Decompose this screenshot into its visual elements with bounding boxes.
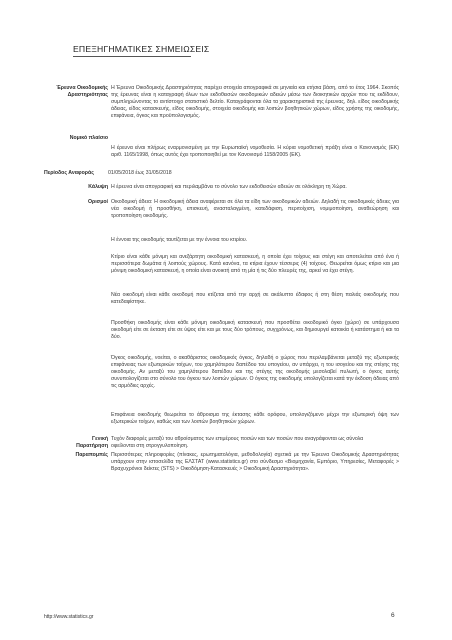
definition-text-oikodomi: Η έννοια της οικοδομής ταυτίζεται με την έννοια του κτιρίου. <box>111 237 248 243</box>
section-text-orismoi: Οικοδομική άδεια: Η οικοδομική άδεια αναφέρεται σε όλα τα είδη των οικοδομικών αδειών. Δηλαδή τις οικοδομικές άδειες για νέα οικοδομή ή προσθήκη, επισκευή, ανασταλαγμένη, κατεδάφιση, περιτοίχιση, νομιμοποίηση, αναθεώρηση και τροποποίηση οικοδομής. <box>111 199 399 220</box>
section-label-orismoi: Ορισμοί <box>87 199 108 205</box>
section-label-kalypsi: Κάλυψη <box>88 184 108 190</box>
definition-text-epifaneia: Επιφάνεια οικοδομής θεωρείται το άθροισμα της έκτασης κάθε ορόφου, υπολογιζόμενο μέχρι την εξωτερική όψη των εξωτερικών τοίχων, καθώς και των λοιπών βοηθητικών χώρων. <box>111 412 399 426</box>
footer-url-link[interactable]: http://www.statistics.gr <box>44 614 94 620</box>
section-label-ereuna-2: Δραστηριότητας <box>67 92 108 98</box>
section-label-parapompes: Παραπομπές <box>75 452 108 458</box>
page-number: 6 <box>391 612 395 619</box>
section-text-kalypsi: Η έρευνα είναι απογραφική και περιλαμβάνει το σύνολο των εκδοθεισών αδειών σε ολόκληρη τη Χώρα. <box>111 184 347 190</box>
page-title: ΕΠΕΞΗΓΗΜΑΤΙΚΕΣ ΣΗΜΕΙΩΣΕΙΣ <box>73 44 210 54</box>
section-text-periodos: 01/05/2018 έως 31/05/2018 <box>108 170 172 176</box>
section-label-periodos: Περίοδος Αναφοράς <box>44 170 94 176</box>
section-text-paratirisi: οφείλονται στη στρογγυλοποίηση. <box>111 443 189 449</box>
section-label-paratirisi: Παρατήρηση <box>76 443 108 449</box>
section-label-geniki: Γενική <box>92 436 108 442</box>
section-label-ereuna-1: Έρευνα Οικοδομικής <box>56 85 108 91</box>
definition-text-ogkos: Όγκος οικοδομής, νοείται, ο ακαθάριστος οικοδομικός όγκος, δηλαδή ο χώρος που περιλαμβάνεται μεταξύ της εξωτερικής επιφάνειας των εξωτερικών τοίχων, του χαμηλότερου δαπέδου του υπογείου, αν υπάρχει, η του ισογείου και της στέγης της οικοδομής. Αν μεταξύ του χαμηλότερου δαπέδου και της στέγης της οικοδομής μεσολαβεί πυλωτή, ο όγκος αυτής συνυπολογίζεται στο σύνολο του όγκου των λοιπών χώρων. Ο όγκος της οικοδομής υπολογίζεται κατά την έκδοση άδειας από τις αρμόδιες αρχές. <box>111 355 399 390</box>
definition-text-nea: Νέα οικοδομή είναι κάθε οικοδομή που κτίζεται από την αρχή σε ακάλυπτο έδαφος ή στη θέση παλιάς οικοδομής που κατεδαφίστηκε. <box>111 292 399 306</box>
section-text-geniki: Τυχόν διαφορές μεταξύ του αθροίσματος των επιμέρους ποσών και των ποσών που αναγράφονται ως σύνολα <box>111 436 364 442</box>
section-text-parapompes: Περισσότερες πληροφορίες (πίνακες, ερωτηματολόγια, μεθοδολογία) σχετικά με την Έρευνα Οικοδομικής Δραστηριότητας υπάρχουν στην ιστοσελίδα της ΕΛΣΤΑΤ (www.statistics.gr) στο σύνδεσμο «Βιομηχανία, Εμπόριο, Υπηρεσίες, Μεταφορές > Βραχυχρόνιοι δείκτες (STS) > Οικοδόμηση-Κατασκευές > Οικοδομική Δραστηριότητα». <box>111 452 399 473</box>
section-text-nomiko: Η έρευνα είναι πλήρως εναρμονισμένη με την Ευρωπαϊκή νομοθεσία. Η κύρια νομοθετική πράξη είναι ο Κανονισμός (ΕΚ) αριθ. 1165/1998, όπως αυτός έχει τροποποιηθεί με τον Κανονισμό 1158/2005 (ΕΚ). <box>111 145 399 159</box>
title-underline <box>73 56 191 57</box>
definition-text-prosthiki: Προσθήκη οικοδομής είναι κάθε μόνιμη οικοδομική κατασκευή που προσθέτει οικοδομικό όγκο (χώρο) σε υπάρχουσα οικοδομή είτε σε έκταση είτε σε ύψος είτε και με τους δύο τρόπους, συγχρόνως, και δημιουργεί κατοικία ή κατάστημα ή και τα δύο. <box>111 320 399 341</box>
definition-text-ktirio: Κτίριο είναι κάθε μόνιμη και ανεξάρτητη οικοδομική κατασκευή, η οποία έχει τοίχους και στέγη και αποτελείται από ένα ή περισσότερα δωμάτια ή λοιπούς χώρους. Κατά κανόνα, τα κτίρια έχουν τέσσερις (4) τοίχους. Θεωρείται όμως κτίριο και μια μόνιμη οικοδομική κατασκευή, η οποία είναι ανοικτή από τη μία ή τις δύο πλευρές της, αρκεί να έχει στέγη. <box>111 254 399 275</box>
section-text-ereuna: Η Έρευνα Οικοδομικής Δραστηριότητας παρέχει στοιχεία απογραφικά σε μηνιαία και ετήσια βάση, από το έτος 1964. Σκοπός της έρευνας είναι η καταγραφή όλων των εκδοθεισών οικοδομικών αδειών μέσω των διοικητικών αρχών που τις εκδίδουν, συμπληρώνοντας το αντίστοιχο στατιστικό δελτίο. Καταγράφονται όλα τα χαρακτηριστικά της έρευνας, δηλ. είδος οικοδομικής άδειας, είδος κατασκευής, είδος οικοδομής, στοιχεία οικοδομής και λοιπών βοηθητικών χώρων, είδος χρήσης της οικοδομής, επιφάνεια, όγκος και προϋπολογισμός. <box>111 85 399 120</box>
section-label-nomiko: Νομικό πλαίσιο <box>69 135 108 141</box>
